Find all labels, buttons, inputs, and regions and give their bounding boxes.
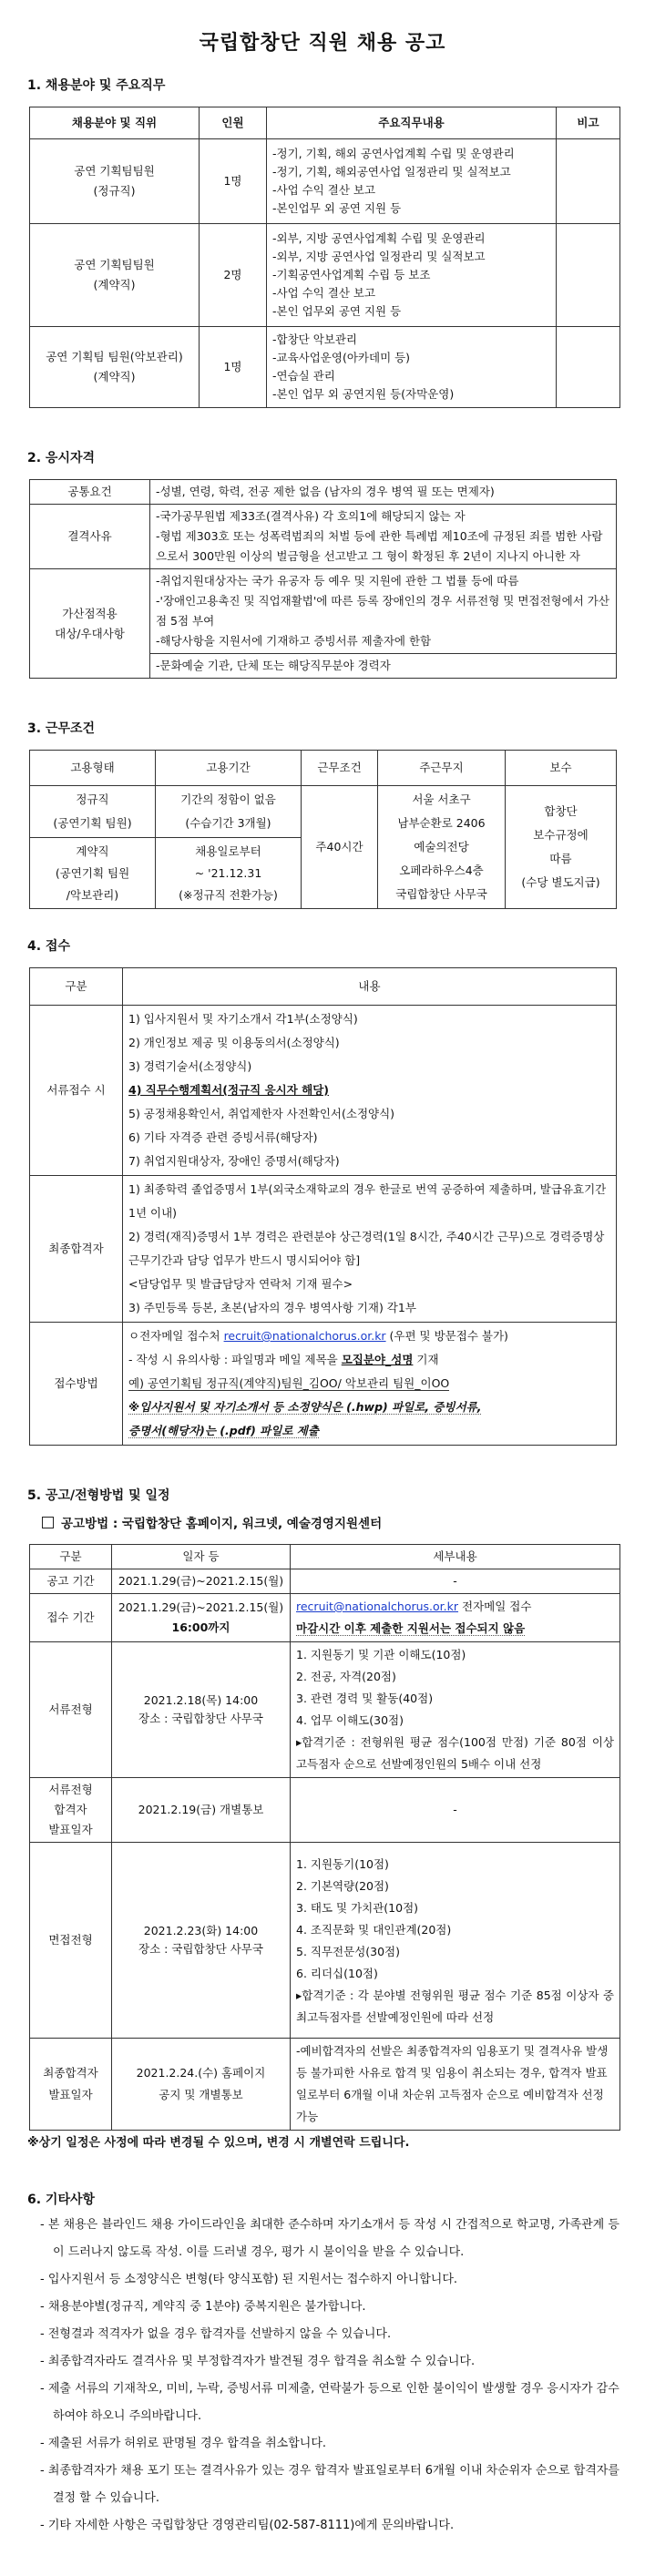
email-link[interactable]: recruit@nationalchorus.or.kr: [296, 1600, 459, 1613]
naming-note: [128, 1348, 610, 1372]
criteria-item: 4. 업무 이해도(30점): [296, 1713, 404, 1727]
table-row: [30, 139, 620, 224]
row-label: 접수방법: [30, 1323, 123, 1446]
position-type: (계약직): [93, 278, 136, 291]
bonus-item: -해당사항을 지원서에 기재하고 증빙서류 제출자에 한함: [156, 634, 432, 648]
documents-cell: [123, 1006, 617, 1176]
announce-text: 공고방법 : 국립합창단 홈페이지, 워크넷, 예술경영지원센터: [61, 1517, 383, 1531]
criteria-item: 1. 지원동기(10점): [296, 1857, 389, 1871]
detail-cell: -: [291, 1778, 620, 1843]
duty-item: -본인업무 외 공연 지원 등: [272, 201, 402, 215]
detail-cell: -: [291, 1569, 620, 1594]
text-line: 최종합격자: [43, 2066, 98, 2080]
position-cell: [30, 139, 200, 224]
text-line: 발표일자: [48, 2088, 93, 2101]
text: 2021.1.29(금)~2021.2.15(월): [118, 1600, 284, 1614]
text-line: 기간의 정함이 없음: [180, 792, 276, 807]
row-label: 서류접수 시: [30, 1006, 123, 1176]
period-contract: [156, 838, 302, 909]
location-cell: [378, 786, 506, 909]
document-item: 4) 직무수행계획서(정규직 응시자 해당): [128, 1083, 330, 1097]
text: 예) 공연기획팀 정규직(계약직)팀원_김OO/ 악보관리 팀원_이OO: [128, 1376, 450, 1390]
period-regular: [156, 786, 302, 838]
position-name: 공연 기획팀팀원: [74, 164, 155, 178]
document-item: 3) 주민등록 등본, 초본(남자의 경우 병역사항 기재) 각1부: [128, 1301, 416, 1314]
detail-cell: -예비합격자의 선발은 최종합격자의 임용포기 및 결격사유 발생 등 불가피한 사유로 합격 및 임용이 취소되는 경우, 합격자 발표일로부터 6개월 이내 차순위 고득점자 순으로 예비합격자 선정 가능: [291, 2039, 620, 2131]
row-label: 공통요건: [30, 480, 150, 505]
schedule-notice: ※상기 일정은 사정에 따라 변경될 수 있으며, 변경 시 개별연락 드립니다.: [27, 2136, 410, 2150]
employment-type-contract: [30, 838, 156, 909]
email-line: [128, 1324, 610, 1348]
document-item: 7) 취업지원대상자, 장애인 증명서(해당자): [128, 1154, 340, 1168]
date-cell: 2021.2.19(금) 개별통보: [112, 1778, 291, 1843]
date-cell: [112, 1843, 291, 2039]
table-row: [30, 480, 617, 505]
example-line: [128, 1372, 610, 1395]
detail-cell: [291, 1843, 620, 2039]
text: 증명서(해당자)는 (.pdf) 파일로 제출: [128, 1424, 319, 1437]
text-line: (공연기획 팀원: [55, 865, 130, 880]
table-row: [30, 2039, 620, 2131]
qualifications-table: [29, 479, 617, 679]
text: 기재: [413, 1353, 439, 1366]
text-line: (수습기간 3개월): [185, 816, 271, 831]
header-cell: 고용기간: [156, 751, 302, 786]
email-line: [296, 1596, 614, 1618]
count-cell: 1명: [200, 327, 267, 408]
text-line: 오페라하우스4층: [399, 864, 484, 877]
section-5-heading: 5. 공고/전형방법 및 일정: [27, 1488, 170, 1503]
document-item: 6) 기타 자격증 관련 증빙서류(해당자): [128, 1130, 318, 1144]
header-cell: 세부내용: [291, 1545, 620, 1569]
disqualification-cell: [150, 505, 617, 569]
date-cell: [112, 2039, 291, 2131]
section-3-heading: 3. 근무조건: [27, 721, 96, 736]
document-item: 1) 최종학력 졸업증명서 1부(외국소재학교의 경우 한글로 번역 공증하여 제출하며, 발급유효기간 1년 이내): [128, 1182, 607, 1220]
duty-item: -외부, 지방 공연사업계획 수립 및 운영관리: [272, 231, 486, 245]
row-label: 공고 기간: [30, 1569, 112, 1594]
text-line: 2021.2.24.(수) 홈페이지: [136, 2066, 266, 2080]
table-header-row: [30, 107, 620, 139]
text-line: 공지 및 개별통보: [159, 2088, 243, 2101]
header-cell: 구분: [30, 968, 123, 1006]
text-line: 채용일로부터: [195, 843, 261, 858]
header-cell: 고용형태: [30, 751, 156, 786]
preferred-cell: -문화예술 기관, 단체 또는 해당직무분야 경력자: [150, 654, 617, 679]
list-item: - 입사지원서 등 소정양식은 변형(타 양식포함) 된 지원서는 접수하지 아니합니다.: [40, 2273, 458, 2286]
row-label: 결격사유: [30, 505, 150, 569]
document-item: 2) 개인정보 제공 및 이용동의서(소정양식): [128, 1036, 340, 1049]
file-note-line: [128, 1419, 610, 1443]
header-position: 채용분야 및 직위: [30, 107, 200, 139]
document-item: 1) 입사지원서 및 자기소개서 각1부(소정양식): [128, 1012, 358, 1026]
bold-text: 16:00까지: [171, 1620, 230, 1634]
criteria-item: 4. 조직문화 및 대인관계(20점): [296, 1923, 452, 1937]
duties-cell: [267, 139, 557, 224]
note-cell: [557, 327, 620, 408]
duties-cell: [267, 327, 557, 408]
duty-item: -외부, 지방 공연사업 일정관리 및 실적보고: [272, 250, 486, 263]
row-label: [30, 1778, 112, 1843]
note-cell: [557, 139, 620, 224]
document-item: 5) 공정채용확인서, 취업제한자 사전확인서(소정양식): [128, 1107, 395, 1120]
section-4-heading: 4. 접수: [27, 939, 70, 954]
text-line: 남부순환로 2406: [397, 816, 486, 830]
text-line: 계약직: [76, 843, 109, 858]
date-cell: [112, 1594, 291, 1642]
section-1-heading: 1. 채용분야 및 주요직무: [27, 78, 166, 93]
row-label: 서류전형: [30, 1642, 112, 1778]
label-line: 가산점적용: [62, 606, 118, 620]
document-item: <담당업무 및 발급담당자 연락처 기재 필수>: [128, 1277, 353, 1291]
text-line: 서류전형: [48, 1783, 93, 1796]
row-label: [30, 2039, 112, 2131]
schedule-table: [29, 1544, 620, 2131]
work-conditions-table: [29, 750, 617, 909]
duty-item: -정기, 기획, 해외 공연사업계획 수립 및 운영관리: [272, 147, 515, 160]
list-item: - 제출 서류의 기재착오, 미비, 누락, 증빙서류 미제출, 연락불가 등으로 인한 불이익이 발생할 경우 응시자가 감수하여야 하오니 주의바랍니다.: [40, 2382, 619, 2423]
text-line: 장소 : 국립합창단 사무국: [138, 1942, 263, 1956]
header-cell: 주근무지: [378, 751, 506, 786]
application-table: [29, 967, 617, 1446]
position-cell: [30, 327, 200, 408]
criteria-item: 2. 기본역량(20점): [296, 1879, 389, 1893]
text: (우편 및 방문접수 불가): [385, 1329, 508, 1343]
table-header-row: [30, 1545, 620, 1569]
duty-item: -본인 업무외 공연 지원 등: [272, 304, 402, 318]
criteria-item: ▸합격기준 : 전형위원 평균 점수(100점 만점) 기준 80점 이상 고득점자 순으로 선발예정인원의 5배수 이내 선정: [296, 1735, 614, 1771]
position-name: 공연 기획팀팀원: [74, 258, 155, 271]
date-cell: 2021.1.29(금)~2021.2.15(월): [112, 1569, 291, 1594]
text: 전자메일 접수: [458, 1600, 532, 1613]
positions-table: [29, 107, 620, 408]
text: ※입사지원서 및 자기소개서 등 소정양식은 (.hwp) 파일로, 증빙서류,: [128, 1400, 482, 1414]
text-line: 보수규정에: [533, 828, 589, 842]
disqualification-item: -국가공무원법 제33조(결격사유) 각 호의1에 해당되지 않는 자: [156, 509, 466, 523]
text: ㅇ전자메일 접수처: [128, 1329, 224, 1343]
table-row: [30, 224, 620, 327]
list-item: - 기타 자세한 사항은 국립합창단 경영관리팀(02-587-8111)에게 문의바랍니다.: [40, 2519, 455, 2532]
employment-type-regular: [30, 786, 156, 838]
table-row: [30, 1006, 617, 1176]
criteria-item: ▸합격기준 : 각 분야별 전형위원 평균 점수 기준 85점 이상자 중 최고득점자를 선발예정인원에 따라 선정: [296, 1988, 614, 2024]
table-header-row: [30, 968, 617, 1006]
row-label: 최종합격자: [30, 1176, 123, 1323]
header-count: 인원: [200, 107, 267, 139]
hours-cell: 주40시간: [302, 786, 378, 909]
table-row: [30, 505, 617, 569]
table-row: [30, 569, 617, 654]
header-duties: 주요직무내용: [267, 107, 557, 139]
duty-item: -교육사업운영(아카데미 등): [272, 351, 411, 364]
criteria-item: 1. 지원동기 및 기관 이해도(10점): [296, 1648, 466, 1661]
section-6-heading: 6. 기타사항: [27, 2193, 96, 2207]
other-notes-list: [40, 2212, 623, 2540]
count-cell: 2명: [200, 224, 267, 327]
text-line: 국립합창단 사무국: [395, 887, 487, 901]
criteria-item: 5. 직무전문성(30점): [296, 1945, 401, 1958]
text-line: 정규직: [76, 792, 109, 807]
duties-cell: [267, 224, 557, 327]
list-item: - 최종합격자라도 결격사유 및 부정합격자가 발견될 경우 합격을 취소할 수 있습니다.: [40, 2355, 476, 2368]
text-line: 2021.2.18(목) 14:00: [143, 1693, 259, 1707]
bonus-cell: [150, 569, 617, 654]
duty-item: -사업 수익 결산 보고: [272, 183, 376, 197]
text-line: (공연기획 팀원): [53, 816, 132, 831]
count-cell: 1명: [200, 139, 267, 224]
bonus-item: -'장애인고용촉진 및 직업재활법'에 따른 등록 장애인의 경우 서류전형 및 면접전형에서 가산점 5점 부여: [156, 594, 609, 628]
header-cell: 보수: [506, 751, 617, 786]
announce-method: [42, 1513, 645, 1531]
table-row: [30, 1323, 617, 1446]
pay-cell: [506, 786, 617, 909]
text-line: ~ '21.12.31: [194, 865, 262, 880]
duty-item: -연습실 관리: [272, 369, 335, 383]
position-type: (계약직): [93, 370, 136, 383]
position-cell: [30, 224, 200, 327]
email-link[interactable]: recruit@nationalchorus.or.kr: [223, 1329, 386, 1343]
duty-item: -본인 업무 외 공연지원 등(자막운영): [272, 387, 455, 401]
text-line: 2021.2.23(화) 14:00: [143, 1924, 259, 1937]
list-item: - 제출된 서류가 허위로 판명될 경우 합격을 취소합니다.: [40, 2437, 327, 2450]
text-line: 따름: [549, 852, 572, 865]
table-row: [30, 1642, 620, 1778]
table-row: [30, 786, 617, 838]
bold-text: 모집분야_성명: [341, 1353, 414, 1366]
table-row: [30, 327, 620, 408]
row-label: 면접전형: [30, 1843, 112, 2039]
table-row: [30, 1594, 620, 1642]
criteria-item: 2. 전공, 자격(20점): [296, 1670, 396, 1683]
text-line: 합창단: [544, 804, 578, 818]
method-cell: [123, 1323, 617, 1446]
section-2-heading: 2. 응시자격: [27, 451, 96, 465]
text-line: /악보관리): [66, 887, 119, 902]
list-item: - 본 채용은 블라인드 채용 가이드라인을 최대한 준수하며 자기소개서 등 작성 시 간접적으로 학교명, 가족관계 등이 드러나지 않도록 작성. 이를 드러낼 경우, 평가 시 불이익을 받을 수 있습니다.: [40, 2218, 619, 2259]
list-item: - 전형결과 적격자가 없을 경우 합격자를 선발하지 않을 수 있습니다.: [40, 2327, 392, 2341]
detail-cell: [291, 1594, 620, 1642]
deadline-line: [296, 1618, 614, 1640]
table-row: [30, 1843, 620, 2039]
table-row: [30, 1778, 620, 1843]
duty-item: -사업 수익 결산 보고: [272, 286, 376, 300]
page-title: 국립합창단 직원 채용 공고: [199, 32, 446, 55]
file-note-line: [128, 1395, 610, 1419]
header-note: 비고: [557, 107, 620, 139]
text-line: (수당 별도지급): [521, 875, 600, 889]
list-item: - 최종합격자가 채용 포기 또는 결격사유가 있는 경우 합격자 발표일로부터 6개월 이내 차순위자 순으로 합격자를 결정 할 수 있습니다.: [40, 2464, 619, 2505]
criteria-item: 3. 태도 및 가치관(10점): [296, 1901, 419, 1915]
document-item: 2) 경력(재직)증명서 1부 경력은 관련분야 상근경력(1일 8시간, 주40시간 근무)으로 경력증명상 근무기간과 담당 업무가 반드시 명시되어야 함]: [128, 1230, 605, 1267]
text-line: 발표일자: [48, 1823, 93, 1836]
disqualification-item: -형법 제303호 또는 성폭력범죄의 처벌 등에 관한 특례법 제10조에 규정된 죄를 범한 사람으로서 300만원 이상의 벌금형을 선고받고 그 형이 확정된 후 2년이 지나지 아니한 자: [156, 529, 603, 563]
text-line: 서울 서초구: [412, 792, 471, 806]
note-cell: [557, 224, 620, 327]
header-cell: 구분: [30, 1545, 112, 1569]
text-line: 예술의전당: [414, 840, 469, 854]
detail-cell: [291, 1642, 620, 1778]
criteria-item: 6. 리더십(10점): [296, 1967, 378, 1980]
text-line: 합격자: [54, 1803, 87, 1816]
list-item: - 채용분야별(정규직, 계약직 중 1분야) 중복지원은 불가합니다.: [40, 2300, 366, 2314]
duty-item: -합창단 악보관리: [272, 332, 358, 346]
header-cell: 근무조건: [302, 751, 378, 786]
bonus-item: -취업지원대상자는 국가 유공자 등 예우 및 지원에 관한 그 법률 등에 따름: [156, 574, 519, 588]
text-line: (※정규직 전환가능): [179, 887, 278, 902]
duty-item: -기획공연사업계획 수립 등 보조: [272, 268, 431, 281]
table-row: [30, 1569, 620, 1594]
text: - 작성 시 유의사항 : 파일명과 메일 제목을: [128, 1353, 342, 1366]
text-line: 장소 : 국립합창단 사무국: [138, 1712, 263, 1725]
header-cell: 일자 등: [112, 1545, 291, 1569]
date-cell: [112, 1642, 291, 1778]
row-label: 접수 기간: [30, 1594, 112, 1642]
position-type: (정규직): [93, 184, 136, 198]
checkbox-square-icon: [42, 1517, 54, 1528]
final-documents-cell: [123, 1176, 617, 1323]
common-requirement: -성별, 연령, 학력, 전공 제한 없음 (남자의 경우 병역 필 또는 면제자): [150, 480, 617, 505]
deadline-text: 마감시간 이후 제출한 지원서는 접수되지 않음: [296, 1621, 526, 1635]
document-item: 3) 경력기술서(소정양식): [128, 1059, 252, 1073]
label-line: 대상/우대사항: [55, 626, 125, 640]
table-header-row: [30, 751, 617, 786]
criteria-item: 3. 관련 경력 및 활동(40점): [296, 1692, 434, 1705]
table-row: [30, 1176, 617, 1323]
position-name: 공연 기획팀 팀원(악보관리): [46, 350, 183, 363]
duty-item: -정기, 기획, 해외공연사업 일정관리 및 실적보고: [272, 165, 511, 179]
header-cell: 내용: [123, 968, 617, 1006]
row-label: [30, 569, 150, 679]
